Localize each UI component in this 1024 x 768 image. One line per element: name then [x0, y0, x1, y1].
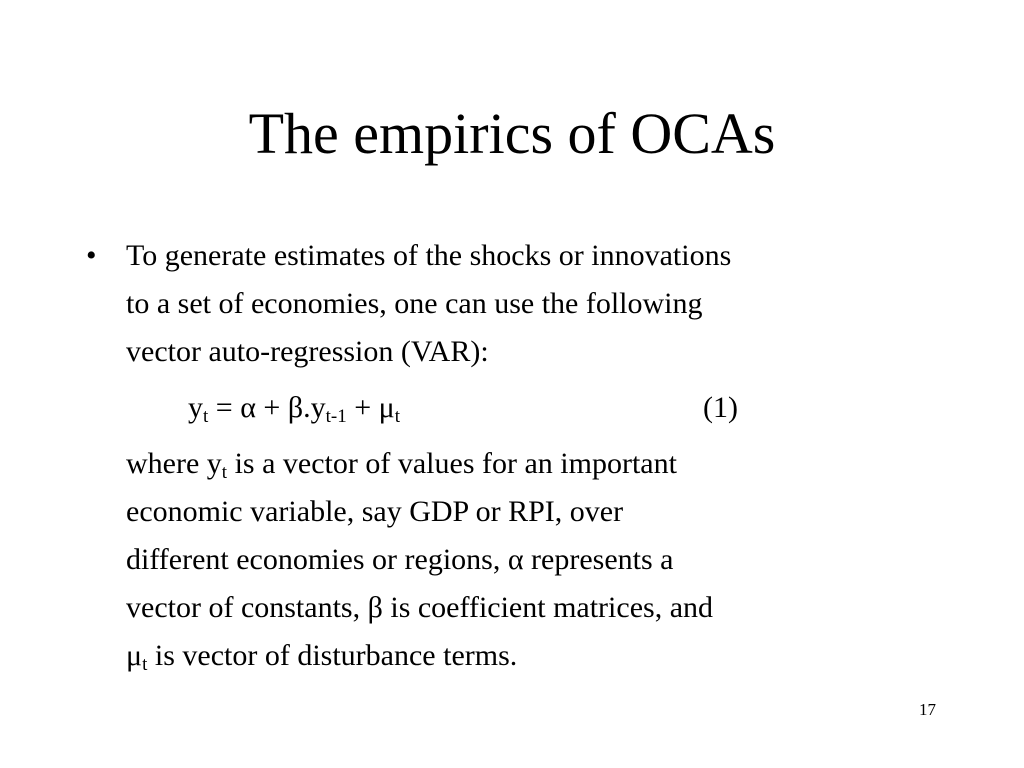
- explanation-line-1-sub: t: [221, 462, 228, 483]
- bullet-marker: •: [86, 239, 97, 272]
- eq-plus-mu: + μ: [346, 391, 395, 424]
- explanation-line-5-mu: μ: [126, 639, 143, 672]
- explanation-line-1-start: where y: [126, 447, 222, 480]
- explanation-line-5: [126, 632, 517, 680]
- eq-y: y: [188, 391, 203, 424]
- eq-sub-t: t: [203, 406, 209, 427]
- slide-title: The empirics of OCAs: [248, 101, 776, 166]
- explanation-line-1-end: is a vector of values for an important: [227, 447, 677, 480]
- page-number: 17: [919, 700, 936, 719]
- explanation-line-3: different economies or regions, α represents a: [126, 543, 674, 576]
- bullet-line-1: To generate estimates of the shocks or innovations: [126, 239, 732, 272]
- eq-middle: = α + β.y: [208, 391, 326, 424]
- explanation-line-1: [126, 440, 677, 488]
- var-equation: [188, 384, 400, 432]
- bullet-line-3: vector auto-regression (VAR):: [126, 335, 489, 368]
- explanation-line-4: vector of constants, β is coefficient matrices, and: [126, 591, 714, 624]
- explanation-line-5-end: is vector of disturbance terms.: [147, 639, 518, 672]
- explanation-line-2: economic variable, say GDP or RPI, over: [126, 495, 624, 528]
- eq-sub-t-1: t-1: [325, 406, 347, 427]
- equation-number: (1): [703, 391, 738, 424]
- explanation-line-5-sub: t: [142, 654, 148, 675]
- bullet-line-2: to a set of economies, one can use the following: [126, 287, 703, 320]
- eq-sub-t-2: t: [394, 406, 401, 427]
